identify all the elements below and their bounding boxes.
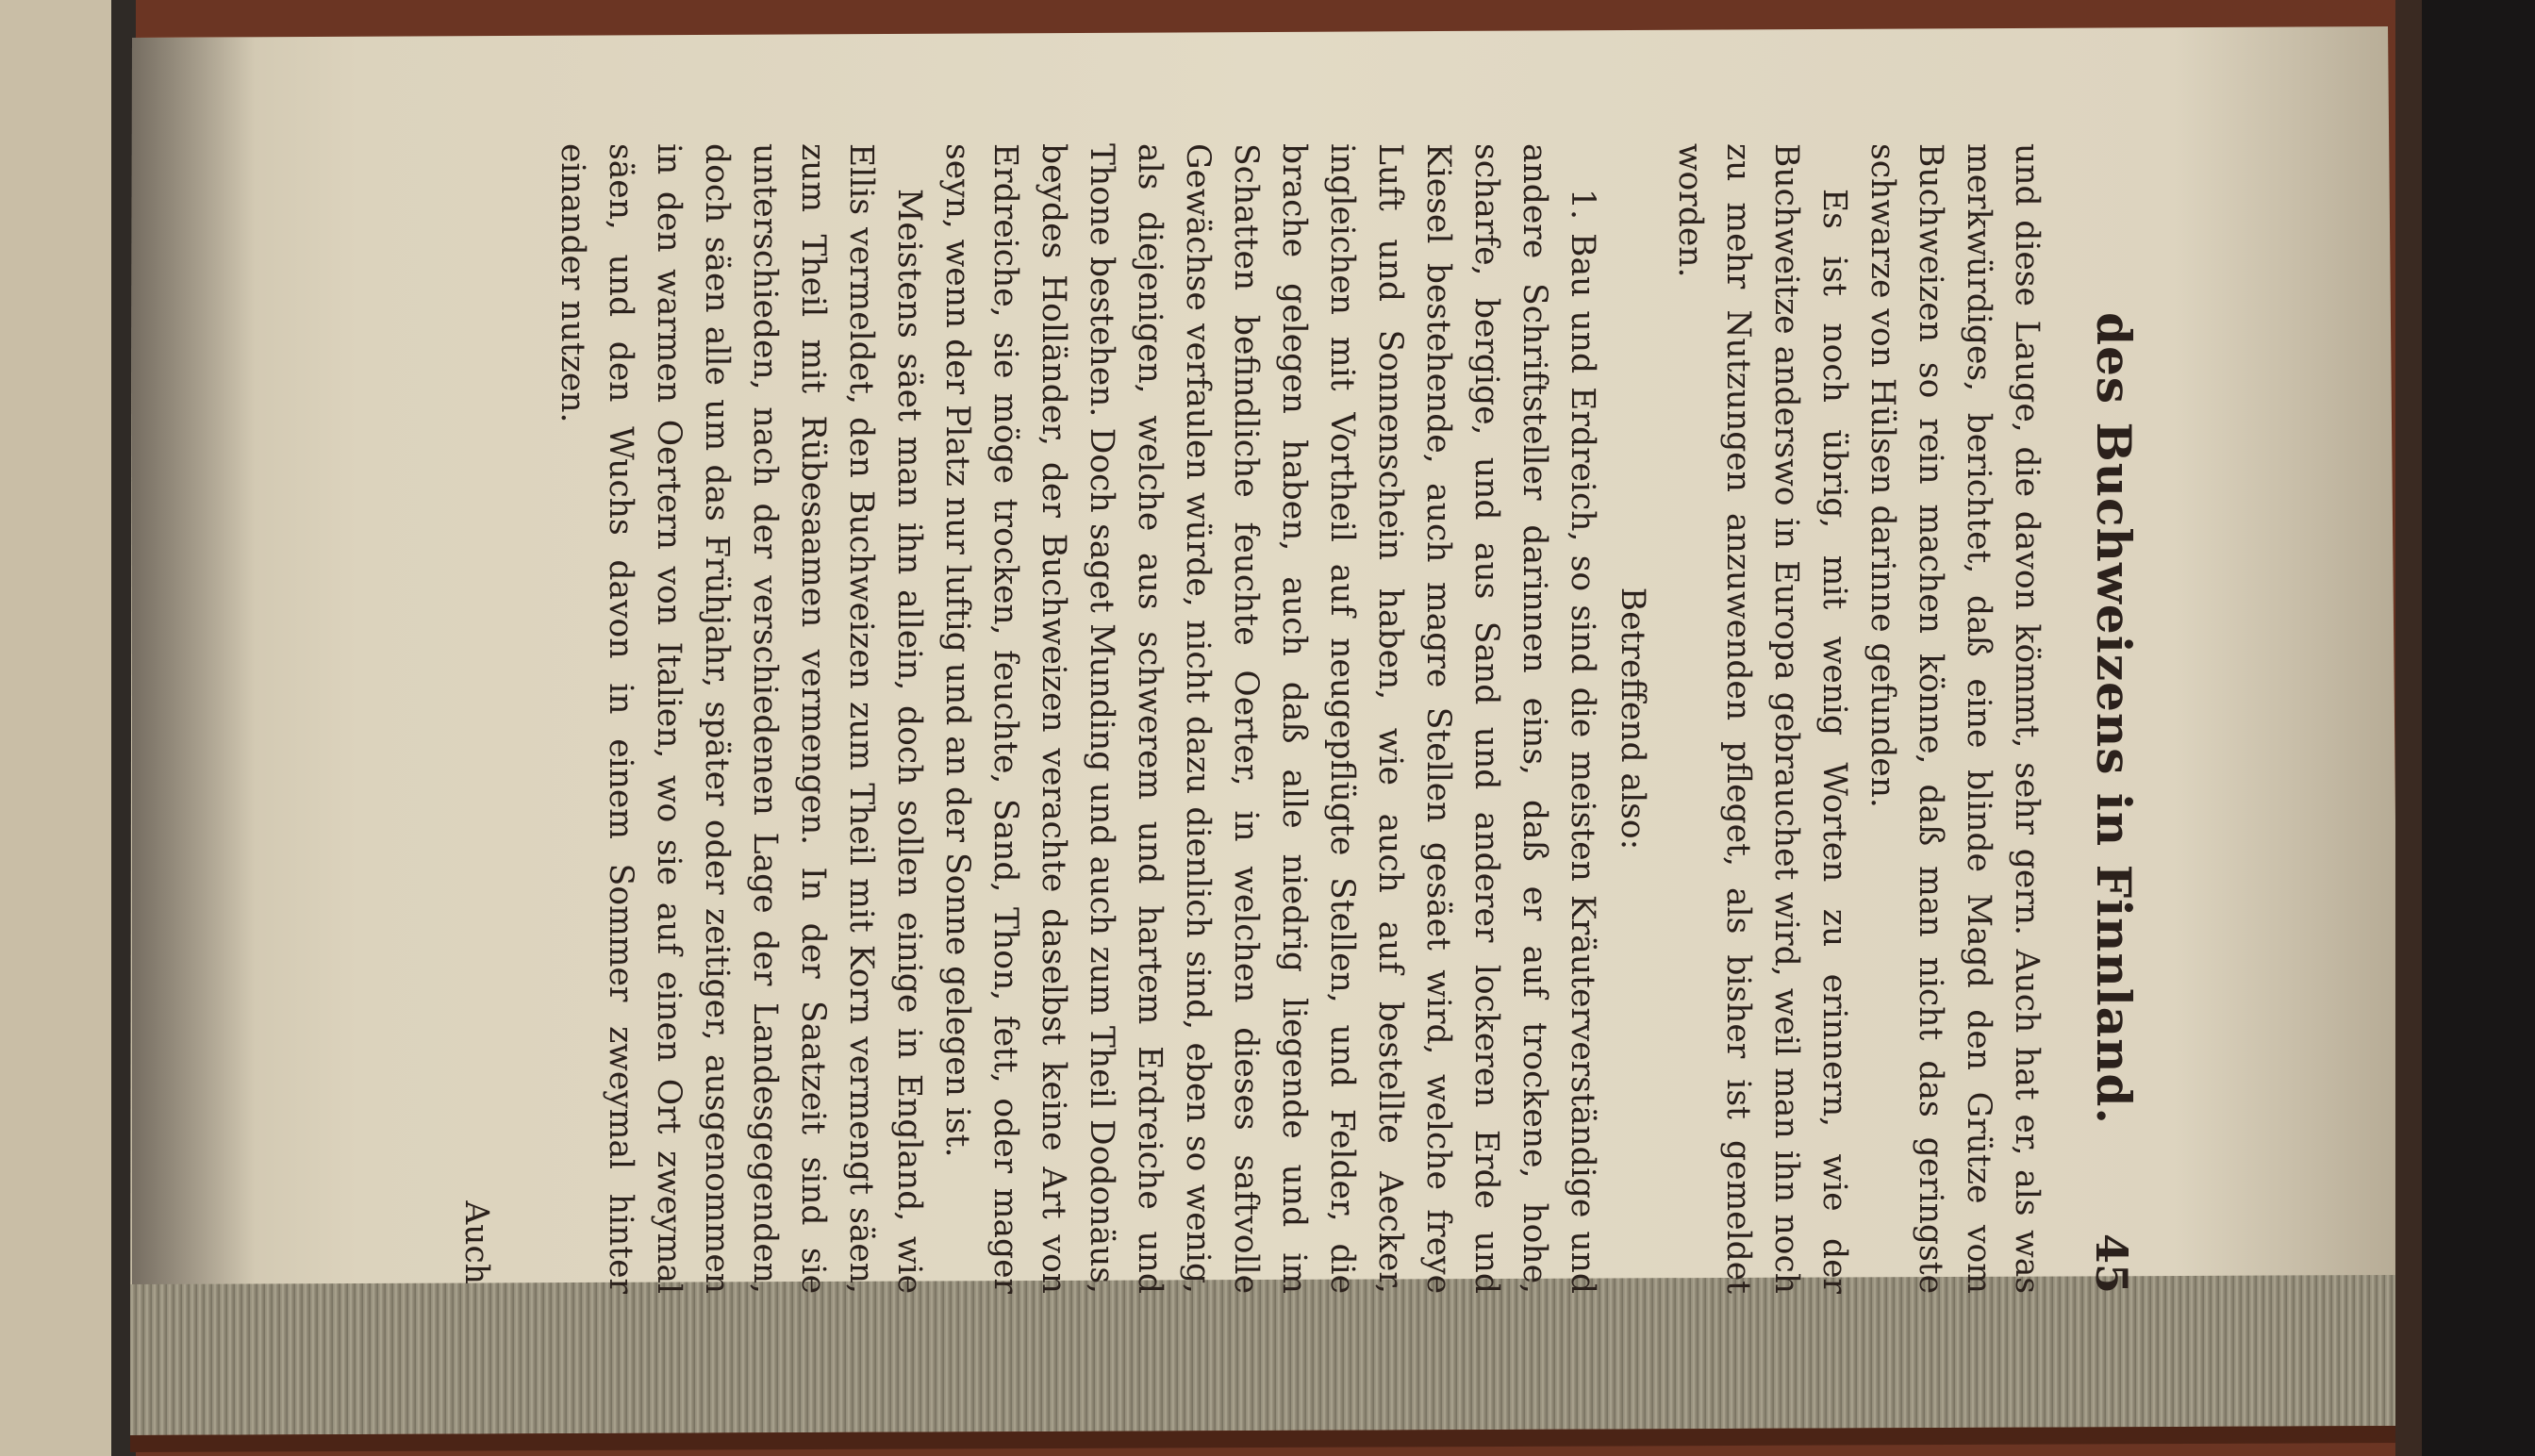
previous-page-edge	[0, 0, 118, 1456]
page-number: 45	[2086, 1233, 2137, 1294]
section-label: Betreffend also:	[1614, 587, 1651, 851]
page-text-block	[348, 77, 2187, 1379]
catchword: Auch	[457, 1200, 495, 1284]
paragraph: Es ist noch übrig, mit wenig Worten zu erinnern, wie der Buchweitze anderswo in Europa gebrauchet wird, weil man ihn noch zu mehr Nutzungen anzuwenden pfleget, als bisher ist gemeldet worden.	[1671, 143, 1853, 1294]
paragraph: 1. Bau und Erdreich, so sind die meisten Kräuterverständige und andere Schriftsteller darinnen eins, daß er auf trockene, hohe, scharfe, bergige, und aus Sand und anderer lockeren Erde und Kiesel bestehende, auch magre Stellen gesäet wird, welche freye Luft und Sonnenschein haben, wie auch auf bestellte Aecker, ingleichen mit Vortheil auf neugepflügte Stellen, und Felder, die brache gelegen haben, auch daß alle niedrig liegende und im Schatten befindliche feuchte Oerter, in welchen dieses saftvolle Gewächse verfaulen würde, nicht dazu dienlich sind, eben so wenig, als diejenigen, welche aus schwerem und hartem Erdreiche und Thone bestehen. Doch saget Munding und auch zum Theil Dodonäus, beydes Holländer, der Buchweizen verachte daselbst keine Art von Erdreiche, sie möge trocken, feuchte, Sand, Thon, fett, oder mager seyn, wenn der Platz nur luftig und an der Sonne gelegen ist.	[938, 143, 1601, 1294]
running-head	[2086, 143, 2142, 1294]
paragraph: Meistens säet man ihn allein, doch sollen einige in England, wie Ellis vermeldet, den Buchweizen zum Theil mit Korn vermengt säen, zum Theil mit Rübesaamen vermengen. In der Saatzeit sind sie unterschieden, nach der verschiedenen Lage der Landesgegenden, doch säen alle um das Frühjahr, später oder zeitiger, ausgenommen in den warmen Oertern von Italien, wo sie auf einen Ort zweymal säen, und den Wuchs davon in einem Sommer zweymal hinter einander nutzen.	[554, 143, 928, 1294]
running-title: des Buchweizens in Finnland.	[2086, 312, 2142, 1125]
fore-edge-shadow	[2395, 0, 2422, 1456]
paragraph: und diese Lauge, die davon kömmt, sehr gern. Auch hat er, als was merkwürdiges, berichtet, daß eine blinde Magd den Grütze vom Buchweizen so rein machen könne, daß man nicht das geringste schwarze von Hülsen darinne gefunden.	[1864, 143, 2046, 1294]
